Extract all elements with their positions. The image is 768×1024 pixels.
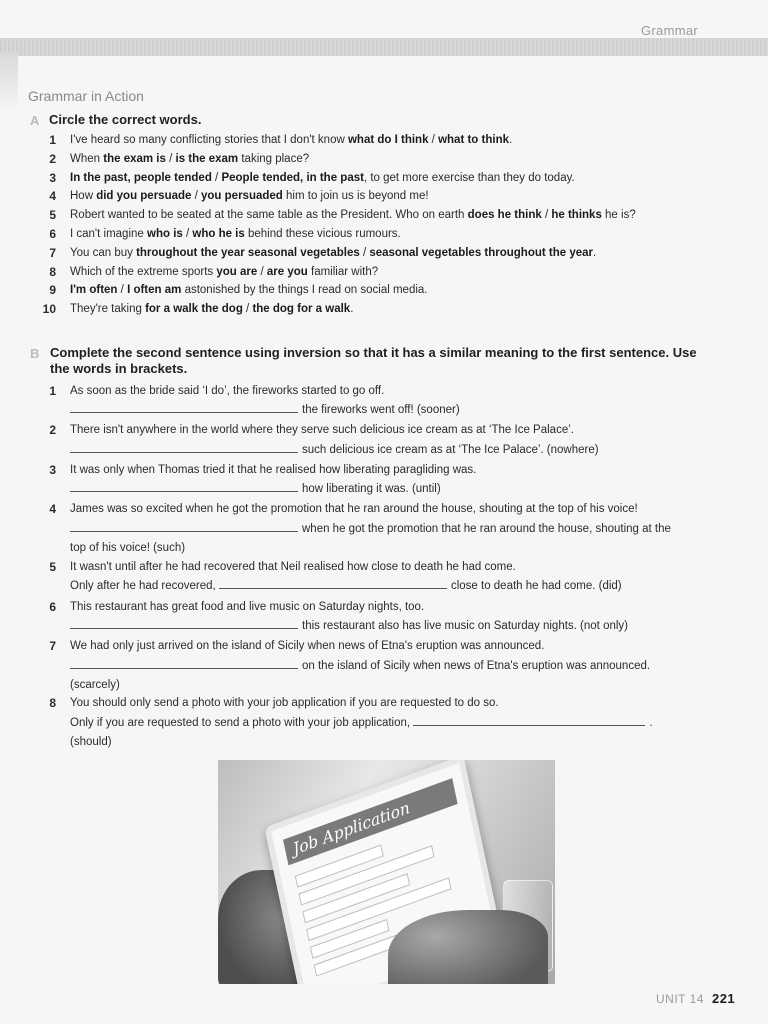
text-segment: behind these vicious rumours. bbox=[244, 228, 401, 240]
item-number: 8 bbox=[49, 696, 56, 710]
text-segment: he is? bbox=[601, 209, 636, 222]
answer-blank[interactable] bbox=[413, 714, 645, 726]
line-text bbox=[70, 520, 671, 538]
text-segment: / bbox=[242, 303, 253, 316]
exercise-a-instruction: Circle the correct words. bbox=[49, 112, 202, 127]
text-segment: him to join us is beyond me! bbox=[282, 190, 429, 203]
item-number: 4 bbox=[49, 502, 56, 516]
exercise-a-letter: A bbox=[30, 113, 40, 128]
text-segment: Robert wanted to be seated at the same table as the President. Who on earth bbox=[70, 209, 468, 222]
answer-blank[interactable] bbox=[70, 401, 298, 413]
sentence-text: such delicious ice cream as at ‘The Ice Palace’. (nowhere) bbox=[302, 444, 599, 456]
answer-blank[interactable] bbox=[70, 657, 298, 669]
sentence-text: . bbox=[649, 717, 653, 729]
text-segment: Which of the extreme sports bbox=[70, 265, 217, 278]
item-number: 1 bbox=[49, 133, 56, 147]
line-text bbox=[70, 598, 424, 616]
answer-option[interactable]: who he is bbox=[192, 228, 245, 240]
text-segment: They're taking bbox=[70, 303, 146, 316]
answer-option[interactable]: you persuaded bbox=[201, 190, 283, 203]
item-number: 9 bbox=[49, 283, 56, 298]
running-head: Grammar bbox=[641, 23, 698, 38]
header-band bbox=[0, 38, 768, 56]
job-application-photo bbox=[218, 760, 555, 984]
line-text bbox=[70, 461, 476, 479]
exercise-a-item bbox=[0, 244, 768, 262]
item-text bbox=[70, 169, 575, 187]
item-text bbox=[70, 206, 636, 224]
exercise-b-answer-line bbox=[0, 520, 768, 538]
sentence-text: It was only when Thomas tried it that he realised how liberating paragliding was. bbox=[70, 464, 477, 476]
answer-option[interactable]: In the past, people tended bbox=[70, 171, 212, 184]
item-text bbox=[70, 187, 429, 205]
item-number: 2 bbox=[49, 423, 56, 437]
sentence-start: Only after he had recovered, bbox=[70, 580, 216, 592]
line-text bbox=[70, 382, 384, 400]
exercise-a-item bbox=[0, 206, 768, 224]
item-number: 5 bbox=[49, 208, 56, 223]
line-text bbox=[70, 401, 460, 419]
item-text bbox=[70, 300, 353, 318]
page-number: 221 bbox=[711, 991, 736, 1006]
text-segment: I can't imagine bbox=[70, 228, 147, 240]
item-number: 5 bbox=[49, 560, 56, 574]
exercise-b-instruction-line2: the words in brackets. bbox=[50, 361, 188, 376]
answer-option[interactable]: the dog for a walk bbox=[252, 303, 351, 316]
exercise-b-item bbox=[0, 421, 768, 439]
exercise-b-answer-line bbox=[0, 441, 768, 459]
item-number: 3 bbox=[49, 463, 56, 477]
sentence-text: top of his voice! (such) bbox=[70, 542, 186, 554]
section-title: Grammar in Action bbox=[28, 88, 144, 104]
text-segment: / bbox=[191, 190, 202, 203]
text-segment: . bbox=[593, 246, 597, 259]
item-number: 2 bbox=[49, 151, 56, 166]
line-text bbox=[70, 421, 574, 439]
line-text bbox=[70, 441, 599, 459]
exercise-b-item bbox=[0, 500, 768, 518]
answer-blank[interactable] bbox=[219, 577, 447, 589]
text-segment: I've heard so many conflicting stories that I don't know bbox=[70, 134, 348, 146]
text-segment: . bbox=[509, 134, 513, 146]
text-segment: taking place? bbox=[238, 152, 310, 165]
exercise-a-item bbox=[0, 225, 768, 243]
answer-blank[interactable] bbox=[70, 480, 298, 492]
answer-option[interactable]: what to think bbox=[438, 134, 509, 146]
sentence-text: It wasn't until after he had recovered that Neil realised how close to death he had come. bbox=[70, 561, 516, 573]
exercise-b-answer-line bbox=[0, 714, 768, 732]
text-segment: / bbox=[182, 228, 193, 240]
text-segment: / bbox=[541, 209, 552, 222]
text-segment: / bbox=[359, 246, 370, 259]
answer-option[interactable]: throughout the year seasonal vegetables bbox=[136, 246, 360, 259]
answer-option[interactable]: for a walk the dog bbox=[145, 303, 243, 316]
exercise-b-letter: B bbox=[30, 346, 40, 361]
answer-option[interactable]: did you persuade bbox=[96, 190, 192, 203]
sentence-text: the fireworks went off! (sooner) bbox=[302, 404, 460, 416]
exercise-b-answer-line bbox=[0, 401, 768, 419]
line-text bbox=[70, 657, 650, 675]
exercise-b-instruction bbox=[50, 345, 697, 377]
page-footer bbox=[656, 991, 735, 1006]
sentence-text: James was so excited when he got the promotion that he ran around the house, shouting at the top of his voice! bbox=[70, 503, 638, 515]
item-number: 7 bbox=[49, 639, 56, 653]
answer-option[interactable]: the exam is bbox=[103, 152, 166, 165]
item-text bbox=[70, 150, 309, 168]
line-text bbox=[70, 637, 544, 655]
item-text bbox=[70, 131, 512, 149]
sentence-text: this restaurant also has live music on Saturday nights. (not only) bbox=[302, 620, 628, 632]
answer-option[interactable]: is the exam bbox=[175, 152, 239, 165]
exercise-a-item bbox=[0, 131, 768, 149]
sentence-start: Only if you are requested to send a photo with your job application, bbox=[70, 717, 411, 729]
exercise-b-item bbox=[0, 461, 768, 479]
item-text bbox=[70, 244, 596, 262]
exercise-b-answer-line bbox=[0, 480, 768, 498]
line-text bbox=[70, 480, 441, 498]
answer-option[interactable]: you are bbox=[216, 265, 258, 278]
item-number: 6 bbox=[49, 600, 56, 614]
line-text bbox=[70, 733, 112, 751]
answer-option[interactable]: People tended, in the past bbox=[221, 171, 364, 184]
exercise-a-item bbox=[0, 169, 768, 187]
text-segment: / bbox=[117, 284, 128, 297]
answer-option[interactable]: are you bbox=[266, 265, 308, 278]
sentence-text: how liberating it was. (until) bbox=[302, 483, 441, 495]
line-text bbox=[70, 577, 622, 595]
sentence-text: This restaurant has great food and live music on Saturday nights, too. bbox=[70, 601, 425, 613]
sentence-text: close to death he had come. (did) bbox=[450, 580, 622, 592]
item-text bbox=[70, 281, 428, 299]
exercise-b-item bbox=[0, 637, 768, 655]
text-segment: You can buy bbox=[70, 246, 137, 259]
line-text bbox=[70, 676, 120, 694]
item-number: 3 bbox=[49, 170, 56, 185]
sentence-text: (scarcely) bbox=[70, 679, 120, 691]
text-segment: familiar with? bbox=[307, 265, 379, 278]
tablet-title: Job Application bbox=[283, 778, 458, 865]
item-number: 1 bbox=[49, 384, 56, 398]
page-curl-shadow bbox=[0, 52, 18, 112]
text-segment: / bbox=[211, 171, 222, 184]
sentence-text: You should only send a photo with your job application if you are requested to do so. bbox=[70, 697, 499, 709]
item-number: 4 bbox=[49, 189, 56, 204]
exercise-a-item bbox=[0, 150, 768, 168]
exercise-b-item bbox=[0, 694, 768, 712]
exercise-b-answer-line bbox=[0, 617, 768, 635]
exercise-b-item bbox=[0, 598, 768, 616]
sentence-text: on the island of Sicily when news of Etna's eruption was announced. bbox=[302, 660, 651, 672]
exercise-a-item bbox=[0, 263, 768, 281]
answer-blank[interactable] bbox=[70, 617, 298, 629]
item-number: 10 bbox=[42, 302, 56, 317]
answer-option[interactable]: does he think bbox=[467, 209, 542, 222]
exercise-b-answer-line bbox=[0, 539, 768, 557]
line-text bbox=[70, 500, 638, 518]
text-segment: , to get more exercise than they do today. bbox=[363, 171, 575, 184]
unit-label: UNIT 14 bbox=[656, 992, 704, 1006]
exercise-b-answer-line bbox=[0, 657, 768, 675]
answer-option[interactable]: seasonal vegetables throughout the year bbox=[369, 246, 594, 259]
item-text bbox=[70, 263, 378, 281]
exercise-b-answer-line bbox=[0, 733, 768, 751]
exercise-a-item bbox=[0, 300, 768, 318]
sentence-text: when he got the promotion that he ran around the house, shouting at the bbox=[302, 523, 671, 535]
line-text bbox=[70, 694, 499, 712]
sentence-text: We had only just arrived on the island of Sicily when news of Etna's eruption was announced. bbox=[70, 640, 545, 652]
text-segment: astonished by the things I read on social media. bbox=[181, 284, 428, 297]
line-text bbox=[70, 617, 628, 635]
sentence-text: There isn't anywhere in the world where they serve such delicious ice cream as at ‘The Ice Palace’. bbox=[70, 424, 574, 436]
text-segment: How bbox=[70, 190, 97, 203]
exercise-a-item bbox=[0, 187, 768, 205]
text-segment: / bbox=[428, 134, 439, 146]
answer-blank[interactable] bbox=[70, 441, 298, 453]
item-text bbox=[70, 225, 401, 243]
item-number: 7 bbox=[49, 245, 56, 260]
exercise-b-item bbox=[0, 382, 768, 400]
text-segment: When bbox=[70, 152, 104, 165]
line-text bbox=[70, 714, 653, 732]
answer-option[interactable]: I often am bbox=[127, 284, 182, 297]
exercise-b-instruction-line1: Complete the second sentence using inversion so that it has a similar meaning to the first sentence. Use bbox=[50, 345, 697, 360]
item-number: 6 bbox=[49, 227, 56, 241]
text-segment: . bbox=[350, 303, 354, 316]
exercise-a-item bbox=[0, 281, 768, 299]
answer-option[interactable]: what do I think bbox=[347, 134, 429, 146]
answer-option[interactable]: he thinks bbox=[551, 209, 602, 222]
answer-blank[interactable] bbox=[70, 520, 298, 532]
sentence-text: (should) bbox=[70, 736, 112, 748]
line-text bbox=[70, 558, 516, 576]
sentence-text: As soon as the bride said ‘I do’, the fireworks started to go off. bbox=[70, 385, 385, 397]
exercise-b-item bbox=[0, 558, 768, 576]
text-segment: / bbox=[165, 152, 176, 165]
exercise-b-answer-line bbox=[0, 577, 768, 595]
answer-option[interactable]: I'm often bbox=[70, 284, 118, 297]
answer-option[interactable]: who is bbox=[147, 228, 183, 240]
text-segment: / bbox=[257, 265, 267, 278]
item-number: 8 bbox=[49, 264, 56, 279]
exercise-b-answer-line bbox=[0, 676, 768, 694]
line-text bbox=[70, 539, 185, 557]
